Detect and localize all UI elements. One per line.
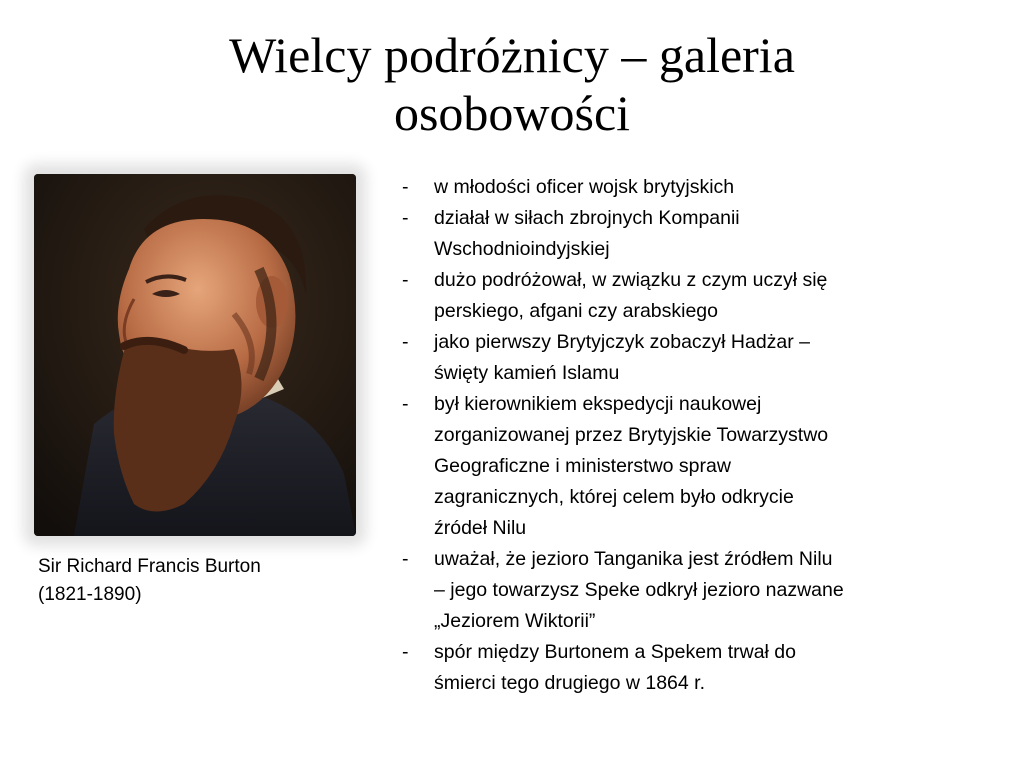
bullet-line: działał w siłach zbrojnych Kompanii xyxy=(434,207,740,229)
portrait-image xyxy=(34,174,356,536)
bullet-line: zagranicznych, której celem było odkrycie xyxy=(434,486,794,508)
list-item xyxy=(398,203,938,265)
list-item xyxy=(398,265,938,327)
caption-dates: (1821-1890) xyxy=(38,584,142,605)
list-item xyxy=(398,389,938,544)
bullet-marker: - xyxy=(402,176,409,198)
bullet-line: – jego towarzysz Speke odkrył jezioro nazwane xyxy=(434,579,844,601)
portrait-painting xyxy=(34,174,356,536)
bullet-line: śmierci tego drugiego w 1864 r. xyxy=(434,672,705,694)
bullet-line: był kierownikiem ekspedycji naukowej xyxy=(434,393,762,415)
bullet-line: „Jeziorem Wiktorii” xyxy=(434,610,596,632)
bullet-line: uważał, że jezioro Tanganika jest źródłem Nilu xyxy=(434,548,833,570)
bullet-line: perskiego, afgani czy arabskiego xyxy=(434,300,718,322)
portrait-caption xyxy=(38,553,338,609)
bullet-marker: - xyxy=(402,641,409,663)
bullet-line: zorganizowanej przez Brytyjskie Towarzystwo xyxy=(434,424,829,446)
bullet-line: Wschodnioindyjskiej xyxy=(434,238,610,260)
list-item xyxy=(398,172,938,203)
list-item xyxy=(398,544,938,637)
list-item xyxy=(398,327,938,389)
bullet-marker: - xyxy=(402,331,409,353)
bullet-line: w młodości oficer wojsk brytyjskich xyxy=(434,176,735,198)
bullet-line: jako pierwszy Brytyjczyk zobaczył Hadżar – xyxy=(434,331,811,353)
bullet-line: źródeł Nilu xyxy=(434,517,527,539)
bullet-line: święty kamień Islamu xyxy=(434,362,620,384)
caption-name: Sir Richard Francis Burton xyxy=(38,556,261,577)
bullet-marker: - xyxy=(402,548,409,570)
bullet-line: dużo podróżował, w związku z czym uczył się xyxy=(434,269,828,291)
bullet-marker: - xyxy=(402,269,409,291)
list-item xyxy=(398,637,938,699)
bullet-line: Geograficzne i ministerstwo spraw xyxy=(434,455,731,477)
title-line-1: Wielcy podróżnicy – galeria xyxy=(229,27,795,83)
bullet-marker: - xyxy=(402,207,409,229)
bullet-marker: - xyxy=(402,393,409,415)
title-line-2: osobowości xyxy=(393,85,631,141)
slide-title xyxy=(90,26,934,142)
bullet-line: spór między Burtonem a Spekem trwał do xyxy=(434,641,796,663)
bullet-list xyxy=(398,172,938,699)
